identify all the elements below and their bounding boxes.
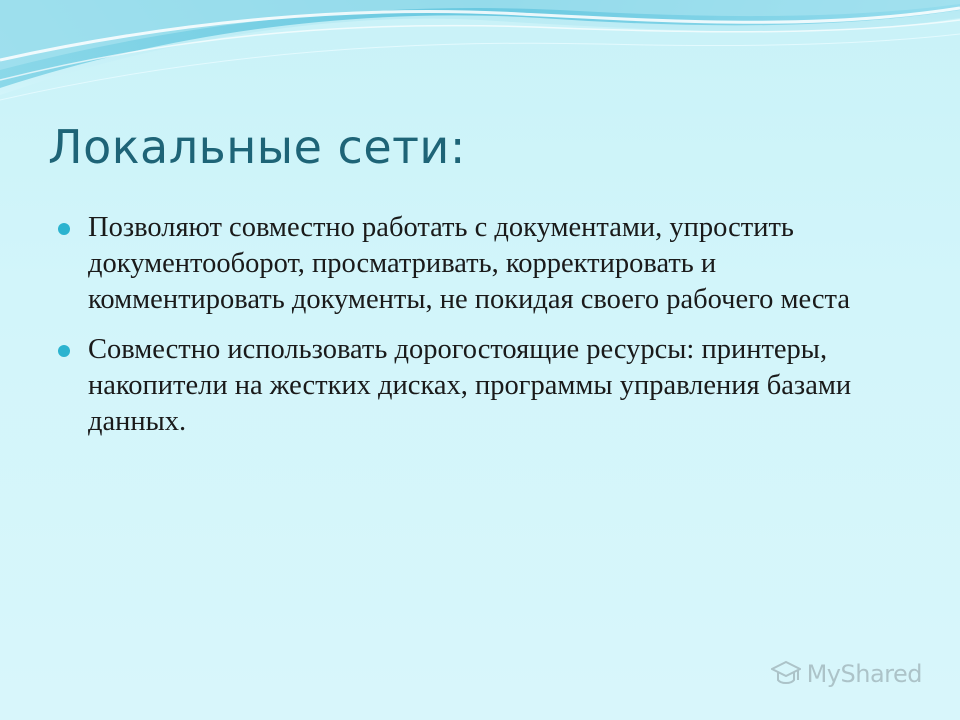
bullet-text: Совместно использовать дорогостоящие ресурсы: принтеры, накопители на жестких дисках, программы управления базами данных. xyxy=(88,334,852,437)
bullet-icon xyxy=(58,345,70,357)
header-wave-decoration xyxy=(0,0,960,110)
mortarboard-icon xyxy=(771,660,801,688)
bullet-item xyxy=(58,332,918,440)
slide-title: Локальные сети: xyxy=(48,120,466,174)
bullet-item xyxy=(58,210,918,318)
bullet-text: Позволяют совместно работать с документами, упростить документооборот, просматривать, корректировать и комментировать документы, не покидая своего рабочего места xyxy=(88,212,850,315)
bullet-list xyxy=(58,210,918,454)
bullet-icon xyxy=(58,223,70,235)
watermark-logo xyxy=(771,660,922,688)
watermark-text: MyShared xyxy=(806,660,922,688)
